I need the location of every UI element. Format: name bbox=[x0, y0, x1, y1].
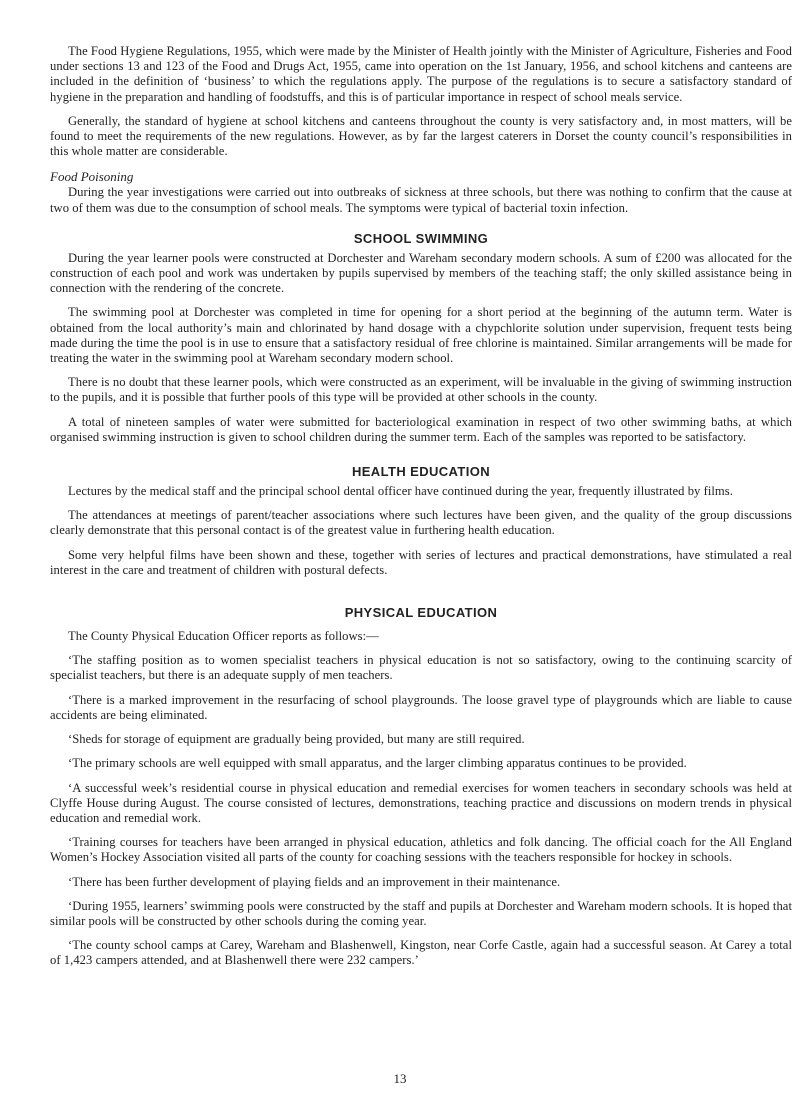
school-swimming-paragraph-2: The swimming pool at Dorchester was completed in time for opening for a short period at the beginning of the autumn term. Water is obtained from the local authority’s main and chlorinated by hand dosage with a chypchlorite solution under supervision, frequent tests being made during the time the pool is in use to ensure that a satisfactory residual of free chlorine is maintained. Similar arrangements will be made for treating the water in the swimming pool at Wareham secondary modern school. bbox=[50, 305, 792, 366]
food-poisoning-heading: Food Poisoning bbox=[50, 169, 134, 185]
physical-education-heading: PHYSICAL EDUCATION bbox=[344, 605, 498, 621]
page-number: 13 bbox=[393, 1071, 407, 1086]
school-swimming-paragraph-1: During the year learner pools were constructed at Dorchester and Wareham secondary modern schools. A sum of £200 was allocated for the construction of each pool and work was undertaken by pupils supervised by members of the teaching staff; the only skilled assistance being in connection with the rendering of the concrete. bbox=[50, 250, 792, 296]
physical-education-paragraph-4: ‘Sheds for storage of equipment are gradually being provided, but many are still required. bbox=[68, 732, 525, 747]
physical-education-paragraph-10: ‘The county school camps at Carey, Wareham and Blashenwell, Kingston, near Corfe Castle, again had a successful season. At Carey a total of 1,423 campers attended, and at Blashenwell there were 232 campers.’ bbox=[50, 938, 792, 968]
health-education-paragraph-1: Lectures by the medical staff and the principal school dental officer have continued during the year, frequently illustrated by films. bbox=[68, 484, 733, 499]
physical-education-paragraph-7: ‘Training courses for teachers have been arranged in physical education, athletics and folk dancing. The official coach for the All England Women’s Hockey Association visited all parts of the county for coaching sessions with the teachers responsible for hockey in schools. bbox=[50, 835, 792, 865]
school-swimming-paragraph-4: A total of nineteen samples of water were submitted for bacteriological examination in respect of two other swimming baths, at which organised swimming instruction is given to school children during the summer term. Each of the samples was reported to be satisfactory. bbox=[50, 414, 792, 444]
intro-paragraph-1: The Food Hygiene Regulations, 1955, which were made by the Minister of Health jointly with the Minister of Agriculture, Fisheries and Food under sections 13 and 123 of the Food and Drugs Act, 1955, came into operation on the 1st January, 1956, and school kitchens and canteens are included in the definition of ‘business’ to which the regulations apply. The purpose of the regulations is to secure a satisfactory standard of hygiene in the preparation and handling of foodstuffs, and this is of particular importance in respect of school meals service. bbox=[50, 44, 792, 104]
food-poisoning-paragraph: During the year investigations were carried out into outbreaks of sickness at three schools, but there was nothing to confirm that the cause at two of them was due to the consumption of school meals. The symptoms were typical of bacterial toxin infection. bbox=[50, 185, 792, 215]
intro-paragraph-2: Generally, the standard of hygiene at school kitchens and canteens throughout the county is very satisfactory and, in most matters, will be found to meet the requirements of the new regulations. However, as by far the largest caterers in Dorset the county council’s responsibilities in this whole matter are considerable. bbox=[50, 113, 792, 159]
physical-education-paragraph-9: ‘During 1955, learners’ swimming pools were constructed by the staff and pupils at Dorchester and Wareham modern schools. It is hoped that similar pools will be constructed by other schools during the coming year. bbox=[50, 898, 792, 928]
school-swimming-heading: SCHOOL SWIMMING bbox=[353, 230, 489, 246]
health-education-heading: HEALTH EDUCATION bbox=[351, 464, 491, 480]
school-swimming-paragraph-3: There is no doubt that these learner pools, which were constructed as an experiment, will be invaluable in the giving of swimming instruction to the pupils, and it is possible that further pools of this type will be provided at other schools in the county. bbox=[50, 375, 792, 405]
health-education-paragraph-2: The attendances at meetings of parent/teacher associations where such lectures have been given, and the quality of the group discussions clearly demonstrate that this personal contact is of the greatest value in furthering health education. bbox=[50, 508, 792, 538]
physical-education-paragraph-6: ‘A successful week’s residential course in physical education and remedial exercises for women teachers in secondary schools was held at Clyffe House during August. The course consisted of lectures, demonstrations, teaching practice and discussions on modern trends in physical education and remedial work. bbox=[50, 780, 792, 825]
physical-education-paragraph-5: ‘The primary schools are well equipped with small apparatus, and the larger climbing apparatus continues to be provided. bbox=[68, 756, 687, 771]
health-education-paragraph-3: Some very helpful films have been shown and these, together with series of lectures and practical demonstrations, have stimulated a real interest in the care and treatment of children with postural defects. bbox=[50, 547, 792, 577]
physical-education-paragraph-2: ‘The staffing position as to women specialist teachers in physical education is not so satisfactory, owing to the continuing scarcity of specialist teachers, but there is an adequate supply of men teachers. bbox=[50, 653, 792, 683]
physical-education-paragraph-8: ‘There has been further development of playing fields and an improvement in their maintenance. bbox=[68, 874, 561, 889]
physical-education-paragraph-1: The County Physical Education Officer reports as follows:— bbox=[68, 629, 379, 644]
document-page bbox=[50, 44, 792, 969]
physical-education-paragraph-3: ‘There is a marked improvement in the resurfacing of school playgrounds. The loose gravel type of playgrounds which are liable to cause accidents are being eliminated. bbox=[50, 692, 792, 722]
